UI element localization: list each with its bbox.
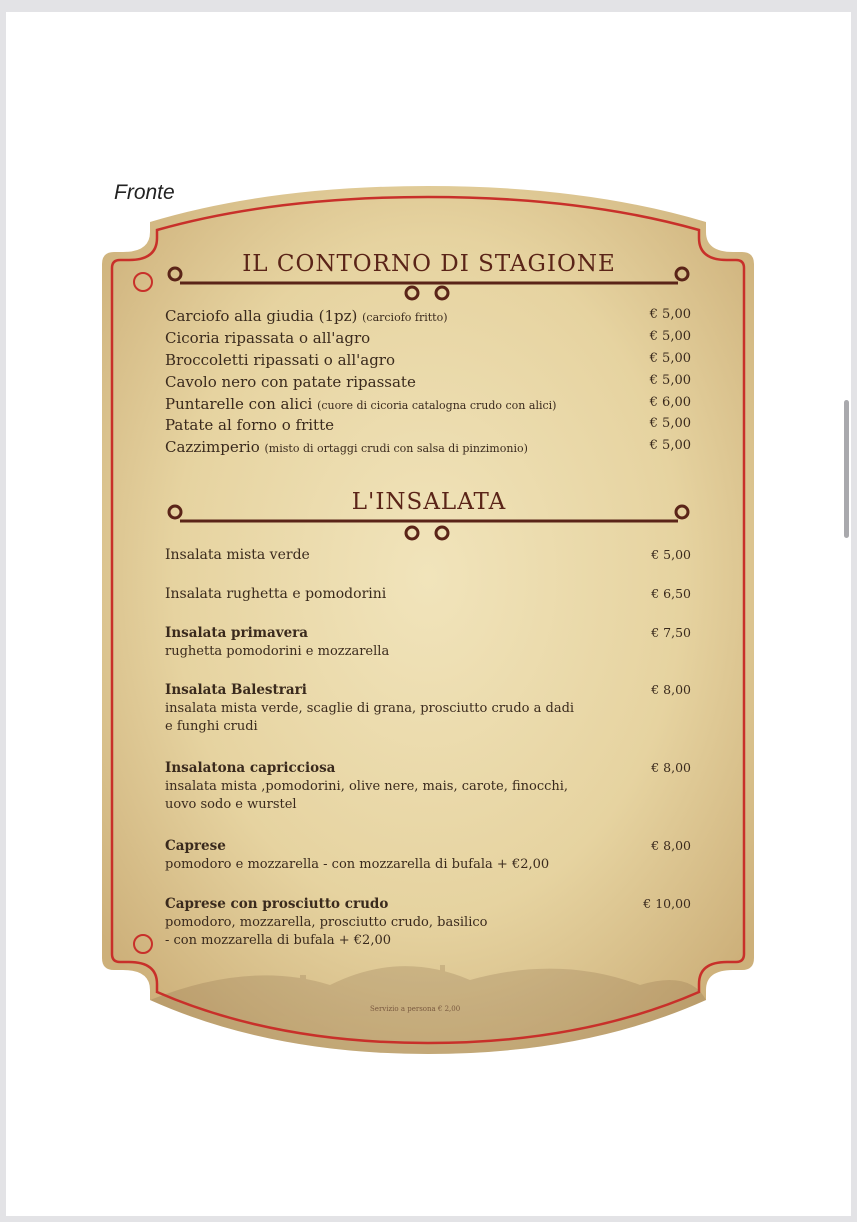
page-label: Fronte: [114, 181, 175, 204]
section-title-insalata: L'INSALATA: [351, 489, 507, 515]
contorno-item: Puntarelle con alici (cuore di cicoria catalogna crudo con alici) € 6,00: [165, 395, 691, 413]
contorno-item: Cicoria ripassata o all'agro € 5,00: [165, 329, 691, 347]
contorno-item: Patate al forno o fritte € 5,00: [165, 416, 691, 434]
insalata-item: Insalata rughetta e pomodorini € 6,50: [165, 586, 691, 602]
contorno-item: Cazzimperio (misto di ortaggi crudi con salsa di pinzimonio) € 5,00: [165, 438, 691, 456]
service-charge-note: Servizio a persona € 2,00: [370, 1005, 461, 1013]
insalata-item: Insalata primavera rughetta pomodorini e mozzarella € 7,50: [165, 625, 691, 659]
section-title-contorno: IL CONTORNO DI STAGIONE: [242, 251, 616, 277]
insalata-item: Caprese pomodoro e mozzarella - con mozzarella di bufala + €2,00 € 8,00: [165, 838, 691, 872]
contorno-item: Broccoletti ripassati o all'agro € 5,00: [165, 351, 691, 369]
insalata-item: Caprese con prosciutto crudo pomodoro, mozzarella, prosciutto crudo, basilico - con mozzarella di bufala + €2,00 € 10,00: [165, 896, 691, 948]
contorno-item: Carciofo alla giudia (1pz) (carciofo fritto) € 5,00: [165, 307, 691, 325]
insalata-item: Insalata Balestrari insalata mista verde, scaglie di grana, prosciutto crudo a dadi e funghi crudi € 8,00: [165, 682, 691, 734]
insalata-item: Insalata mista verde € 5,00: [165, 547, 691, 563]
insalata-item: Insalatona capricciosa insalata mista ,pomodorini, olive nere, mais, carote, finocchi, uovo sodo e wurstel € 8,00: [165, 760, 691, 812]
contorno-item: Cavolo nero con patate ripassate € 5,00: [165, 373, 691, 391]
